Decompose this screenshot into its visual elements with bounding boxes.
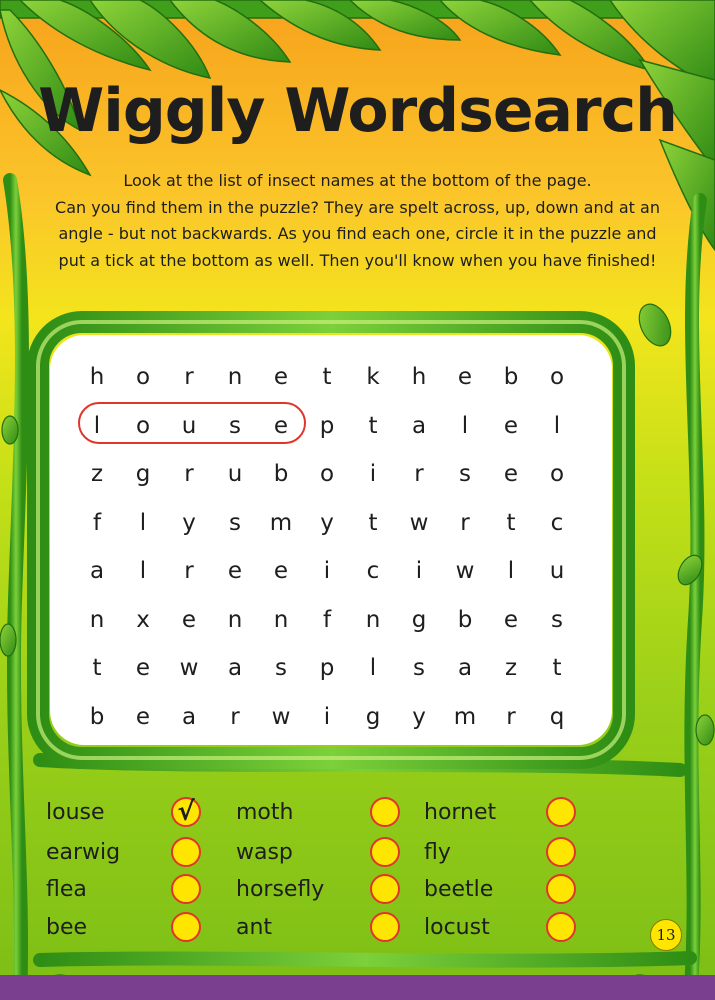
tick-box-bee[interactable]: [171, 912, 201, 942]
grid-letter[interactable]: u: [549, 558, 565, 585]
grid-letter[interactable]: h: [89, 364, 105, 391]
grid-letter[interactable]: a: [181, 703, 197, 730]
grid-letter[interactable]: f: [322, 606, 332, 633]
tick-box-ant[interactable]: [370, 912, 400, 942]
word-ant: ant: [236, 914, 273, 940]
grid-letter[interactable]: i: [415, 558, 423, 585]
tick-box-flea[interactable]: [171, 874, 201, 904]
grid-letter[interactable]: h: [411, 364, 427, 391]
grid-letter[interactable]: i: [323, 703, 331, 730]
grid-letter[interactable]: c: [550, 509, 564, 536]
tick-box-moth[interactable]: [370, 797, 400, 827]
grid-letter[interactable]: r: [230, 703, 240, 730]
grid-letter[interactable]: o: [549, 364, 565, 391]
tick-box-horsefly[interactable]: [370, 874, 400, 904]
instruction-line: Look at the list of insect names at the bottom of the page.: [123, 171, 592, 190]
tick-box-hornet[interactable]: [546, 797, 576, 827]
grid-letter[interactable]: a: [89, 558, 105, 585]
word-bee: bee: [46, 914, 88, 940]
grid-letter[interactable]: l: [369, 655, 377, 682]
grid-letter[interactable]: t: [368, 509, 378, 536]
word-fly: fly: [424, 839, 451, 865]
grid-letter[interactable]: e: [273, 364, 289, 391]
grid-letter[interactable]: y: [320, 509, 334, 536]
grid-letter[interactable]: q: [549, 703, 565, 730]
grid-letter[interactable]: r: [184, 461, 194, 488]
grid-letter[interactable]: t: [552, 655, 562, 682]
instructions: [30, 168, 685, 274]
grid-letter[interactable]: y: [412, 703, 426, 730]
grid-letter[interactable]: a: [457, 655, 473, 682]
grid-letter[interactable]: n: [273, 606, 289, 633]
grid-letter[interactable]: g: [135, 461, 151, 488]
grid-letter[interactable]: w: [455, 558, 475, 585]
grid-letter[interactable]: i: [369, 461, 377, 488]
word-flea: flea: [46, 876, 87, 902]
grid-letter[interactable]: l: [139, 558, 147, 585]
grid-letter[interactable]: p: [319, 655, 335, 682]
grid-letter[interactable]: o: [319, 461, 335, 488]
grid-letter[interactable]: b: [457, 606, 473, 633]
tick-box-louse[interactable]: [171, 797, 201, 827]
grid-letter[interactable]: t: [322, 364, 332, 391]
grid-letter[interactable]: l: [461, 412, 469, 439]
word-beetle: beetle: [424, 876, 494, 902]
grid-letter[interactable]: u: [227, 461, 243, 488]
grid-letter[interactable]: b: [273, 461, 289, 488]
word-louse: louse: [46, 799, 105, 825]
grid-letter[interactable]: e: [135, 703, 151, 730]
tick-box-locust[interactable]: [546, 912, 576, 942]
found-word-circle: [78, 402, 306, 444]
grid-letter[interactable]: m: [453, 703, 477, 730]
grid-letter[interactable]: f: [92, 509, 102, 536]
grid-letter[interactable]: x: [136, 606, 150, 633]
grid-letter[interactable]: w: [271, 703, 291, 730]
grid-letter[interactable]: w: [179, 655, 199, 682]
grid-letter[interactable]: t: [506, 509, 516, 536]
grid-letter[interactable]: e: [273, 412, 289, 439]
word-hornet: hornet: [424, 799, 497, 825]
grid-letter[interactable]: a: [411, 412, 427, 439]
grid-letter[interactable]: s: [275, 655, 287, 682]
grid-letter[interactable]: t: [368, 412, 378, 439]
grid-letter[interactable]: r: [460, 509, 470, 536]
grid-letter[interactable]: e: [457, 364, 473, 391]
tick-box-fly[interactable]: [546, 837, 576, 867]
grid-letter[interactable]: e: [273, 558, 289, 585]
tick-icon: √: [177, 797, 195, 827]
grid-letter[interactable]: g: [365, 703, 381, 730]
word-earwig: earwig: [46, 839, 121, 865]
word-locust: locust: [424, 914, 490, 940]
grid-letter[interactable]: i: [323, 558, 331, 585]
word-horsefly: horsefly: [236, 876, 325, 902]
grid-letter[interactable]: l: [553, 412, 561, 439]
grid-letter[interactable]: n: [365, 606, 381, 633]
tick-box-beetle[interactable]: [546, 874, 576, 904]
grid-letter[interactable]: s: [229, 509, 241, 536]
grid-letter[interactable]: z: [90, 461, 104, 488]
instruction-line: angle - but not backwards. As you find each one, circle it in the puzzle and: [58, 224, 657, 243]
grid-letter[interactable]: r: [184, 558, 194, 585]
page-title: Wiggly Wordsearch: [38, 76, 677, 146]
grid-letter[interactable]: r: [506, 703, 516, 730]
grid-letter[interactable]: o: [135, 364, 151, 391]
instruction-line: put a tick at the bottom as well. Then you'll know when you have finished!: [58, 250, 657, 270]
grid-letter[interactable]: e: [227, 558, 243, 585]
grid-letter[interactable]: s: [413, 655, 425, 682]
grid-letter[interactable]: e: [503, 461, 519, 488]
grid-letter[interactable]: l: [507, 558, 515, 585]
grid-letter[interactable]: g: [411, 606, 427, 633]
word-moth: moth: [236, 799, 294, 825]
grid-letter[interactable]: s: [229, 412, 241, 439]
grid-letter[interactable]: a: [227, 655, 243, 682]
word-wasp: wasp: [236, 839, 293, 865]
tick-box-wasp[interactable]: [370, 837, 400, 867]
grid-letter[interactable]: m: [269, 509, 293, 536]
grid-letter[interactable]: o: [549, 461, 565, 488]
grid-letter[interactable]: s: [459, 461, 471, 488]
grid-letter[interactable]: k: [366, 364, 380, 391]
grid-letter[interactable]: s: [551, 606, 563, 633]
grid-letter[interactable]: c: [366, 558, 380, 585]
grid-letter[interactable]: n: [89, 606, 105, 633]
grid-letter[interactable]: y: [182, 509, 196, 536]
grid-letter[interactable]: e: [503, 606, 519, 633]
grid-letter[interactable]: l: [93, 412, 101, 439]
grid-letter[interactable]: p: [319, 412, 335, 439]
grid-letter[interactable]: n: [227, 606, 243, 633]
grid-letter[interactable]: l: [139, 509, 147, 536]
grid-letter[interactable]: e: [135, 655, 151, 682]
grid-letter[interactable]: b: [503, 364, 519, 391]
grid-letter[interactable]: t: [92, 655, 102, 682]
grid-letter[interactable]: n: [227, 364, 243, 391]
grid-letter[interactable]: w: [409, 509, 429, 536]
instruction-line: Can you find them in the puzzle? They are spelt across, up, down and at an: [55, 197, 660, 217]
grid-letter[interactable]: r: [184, 364, 194, 391]
grid-letter[interactable]: o: [135, 412, 151, 439]
page-number: 13: [650, 919, 682, 951]
grid-letter[interactable]: u: [181, 412, 197, 439]
grid-letter[interactable]: e: [181, 606, 197, 633]
grid-letter[interactable]: r: [414, 461, 424, 488]
grid-letter[interactable]: b: [89, 703, 105, 730]
grid-letter[interactable]: e: [503, 412, 519, 439]
tick-box-earwig[interactable]: [171, 837, 201, 867]
grid-letter[interactable]: z: [504, 655, 518, 682]
